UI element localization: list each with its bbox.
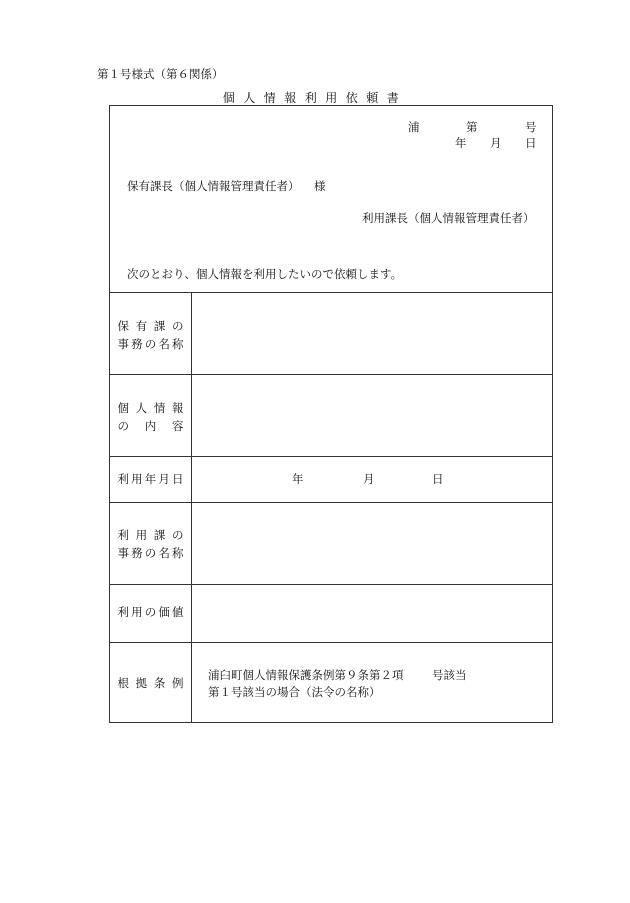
- usage-date-day: 日: [432, 472, 444, 486]
- document-title: 個人情報利用依頼書: [222, 91, 408, 105]
- using-dept-label-line1: 利用課の: [117, 528, 184, 542]
- personal-info-label-line2: の内容: [117, 419, 184, 433]
- holding-dept-label-line2: 事務の名称: [117, 337, 184, 351]
- row-divider: [110, 456, 552, 457]
- using-dept-label-line2: 事務の名称: [117, 546, 184, 560]
- row-divider: [110, 642, 552, 643]
- date-year-label: 年: [455, 136, 467, 150]
- basis-ordinance-text: 浦臼町個人情報保護条例第９条第２項: [208, 668, 404, 682]
- doc-number-suffix: 号: [525, 120, 537, 134]
- holding-dept-label: [110, 317, 191, 353]
- basis-law-name: 第１号該当の場合（法令の名称）: [208, 685, 381, 699]
- usage-date-label-text: 利用年月日: [117, 472, 184, 486]
- basis-label: [110, 674, 191, 692]
- usage-value-label-text: 利用の価値: [117, 605, 184, 619]
- using-dept-field[interactable]: [192, 503, 552, 583]
- addressee-honorific: 様: [314, 179, 326, 193]
- basis-label-text: 根拠条例: [117, 676, 184, 690]
- personal-info-field[interactable]: [192, 375, 552, 455]
- basis-ordinance-suffix: 号該当: [432, 668, 467, 682]
- usage-date-month: 月: [363, 472, 375, 486]
- form-number: 第１号様式（第６関係）: [97, 67, 224, 81]
- holding-dept-label-line1: 保有課の: [117, 319, 184, 333]
- date-month-label: 月: [490, 136, 502, 150]
- request-statement: 次のとおり、個人情報を利用したいので依頼します。: [127, 267, 403, 281]
- sender: 利用課長（個人情報管理責任者）: [362, 211, 535, 225]
- request-form-table: [109, 105, 553, 723]
- usage-date-label: [110, 470, 191, 488]
- personal-info-label: [110, 399, 191, 435]
- holding-dept-field[interactable]: [192, 293, 552, 373]
- usage-date-year: 年: [292, 472, 304, 486]
- usage-value-label: [110, 603, 191, 621]
- addressee: 保有課長（個人情報管理責任者）: [127, 179, 300, 193]
- doc-number-middle: 第: [466, 120, 478, 134]
- personal-info-label-line1: 個人情報: [117, 401, 184, 415]
- date-day-label: 日: [525, 136, 537, 150]
- doc-number-prefix: 浦: [408, 120, 420, 134]
- usage-value-field[interactable]: [192, 585, 552, 641]
- using-dept-label: [110, 526, 191, 562]
